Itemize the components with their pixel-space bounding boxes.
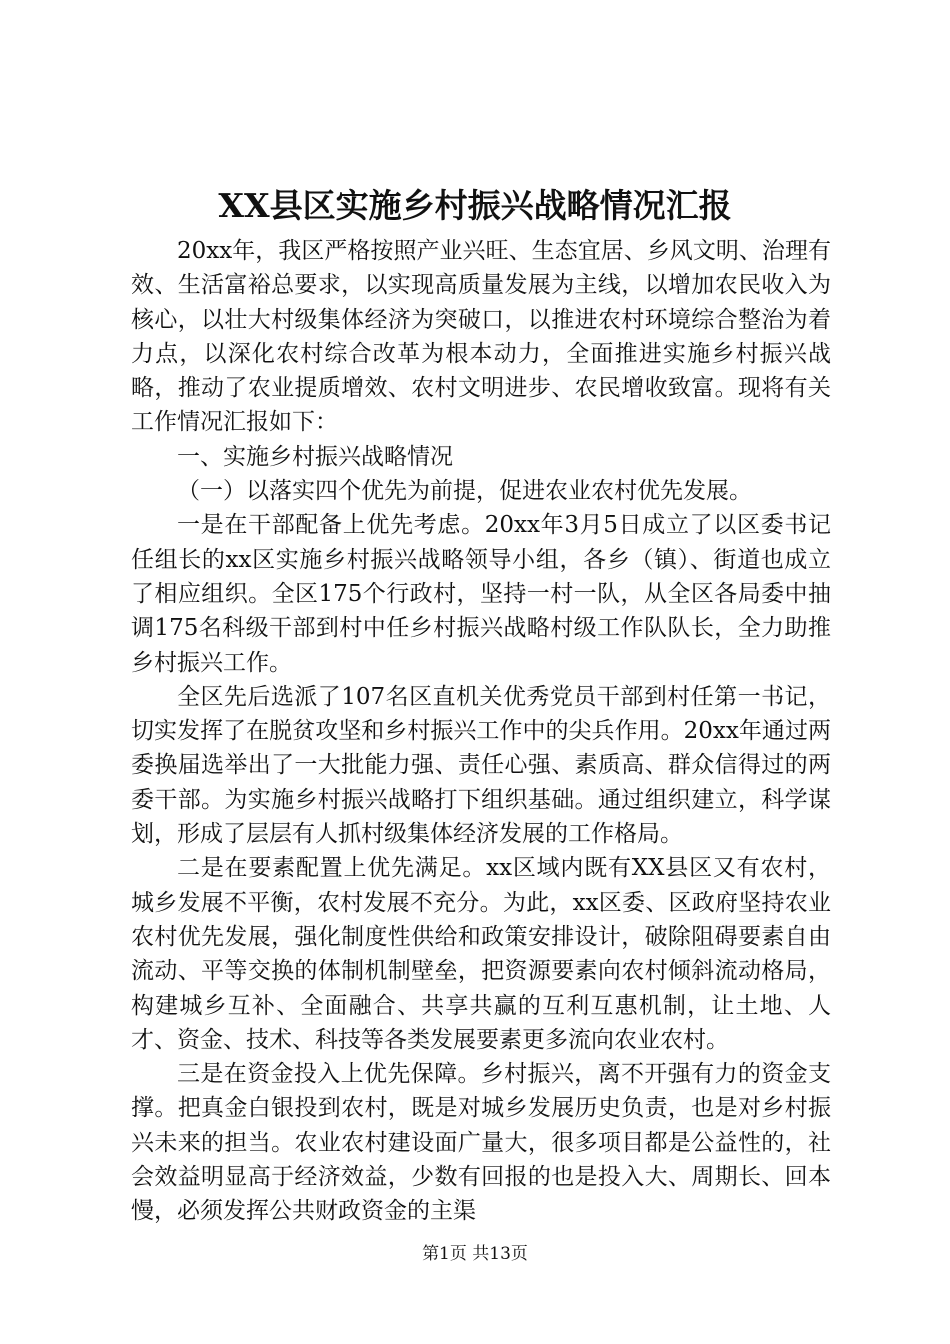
subsection-heading: （一）以落实四个优先为前提，促进农业农村优先发展。	[177, 478, 752, 505]
section-heading: 一、实施乡村振兴战略情况	[177, 443, 453, 470]
paragraph-funding: 三是在资金投入上优先保障。乡村振兴，离不开强有力的资金支撑。把真金白银投到农村，既是对城乡发展历史负责，也是对乡村振兴未来的担当。农业农村建设面广量大，很多项目都是公益性的，社会效益明显高于经济效益，少数有回报的也是投入大、周期长、回本慢，必须发挥公共财政资金的主渠	[131, 1061, 831, 1225]
paragraph-factor-allocation: 二是在要素配置上优先满足。xx区域内既有XX县区又有农村，城乡发展不平衡，农村发展不充分。为此，xx区委、区政府坚持农业农村优先发展，强化制度性供给和政策安排设计，破除阻碍要素自由流动、平等交换的体制机制壁垒，把资源要素向农村倾斜流动格局，构建城乡互补、全面融合、共享共赢的互利互惠机制，让土地、人才、资金、技术、科技等各类发展要素更多流向农业农村。	[131, 855, 831, 1053]
document-body	[131, 234, 831, 1229]
paragraph-cadre-allocation: 一是在干部配备上优先考虑。20xx年3月5日成立了以区委书记任组长的xx区实施乡村振兴战略领导小组，各乡（镇）、街道也成立了相应组织。全区175个行政村，坚持一村一队，从全区各局委中抽调175名科级干部到村中任乡村振兴战略村级工作队队长，全力助推乡村振兴工作。	[131, 512, 831, 676]
page-number: 第1页 共13页	[422, 1244, 528, 1264]
document-title: XX县区实施乡村振兴战略情况汇报	[218, 186, 732, 225]
paragraph-intro: 20xx年，我区严格按照产业兴旺、生态宜居、乡风文明、治理有效、生活富裕总要求，以实现高质量发展为主线，以增加农民收入为核心，以壮大村级集体经济为突破口，以推进农村环境综合整治为着力点，以深化农村综合改革为根本动力，全面推进实施乡村振兴战略，推动了农业提质增效、农村文明进步、农民增收致富。现将有关工作情况汇报如下：	[131, 238, 831, 436]
paragraph-first-secretary: 全区先后选派了107名区直机关优秀党员干部到村任第一书记，切实发挥了在脱贫攻坚和乡村振兴工作中的尖兵作用。20xx年通过两委换届选举出了一大批能力强、责任心强、素质高、群众信得过的两委干部。为实施乡村振兴战略打下组织基础。通过组织建立，科学谋划，形成了层层有人抓村级集体经济发展的工作格局。	[131, 683, 831, 848]
